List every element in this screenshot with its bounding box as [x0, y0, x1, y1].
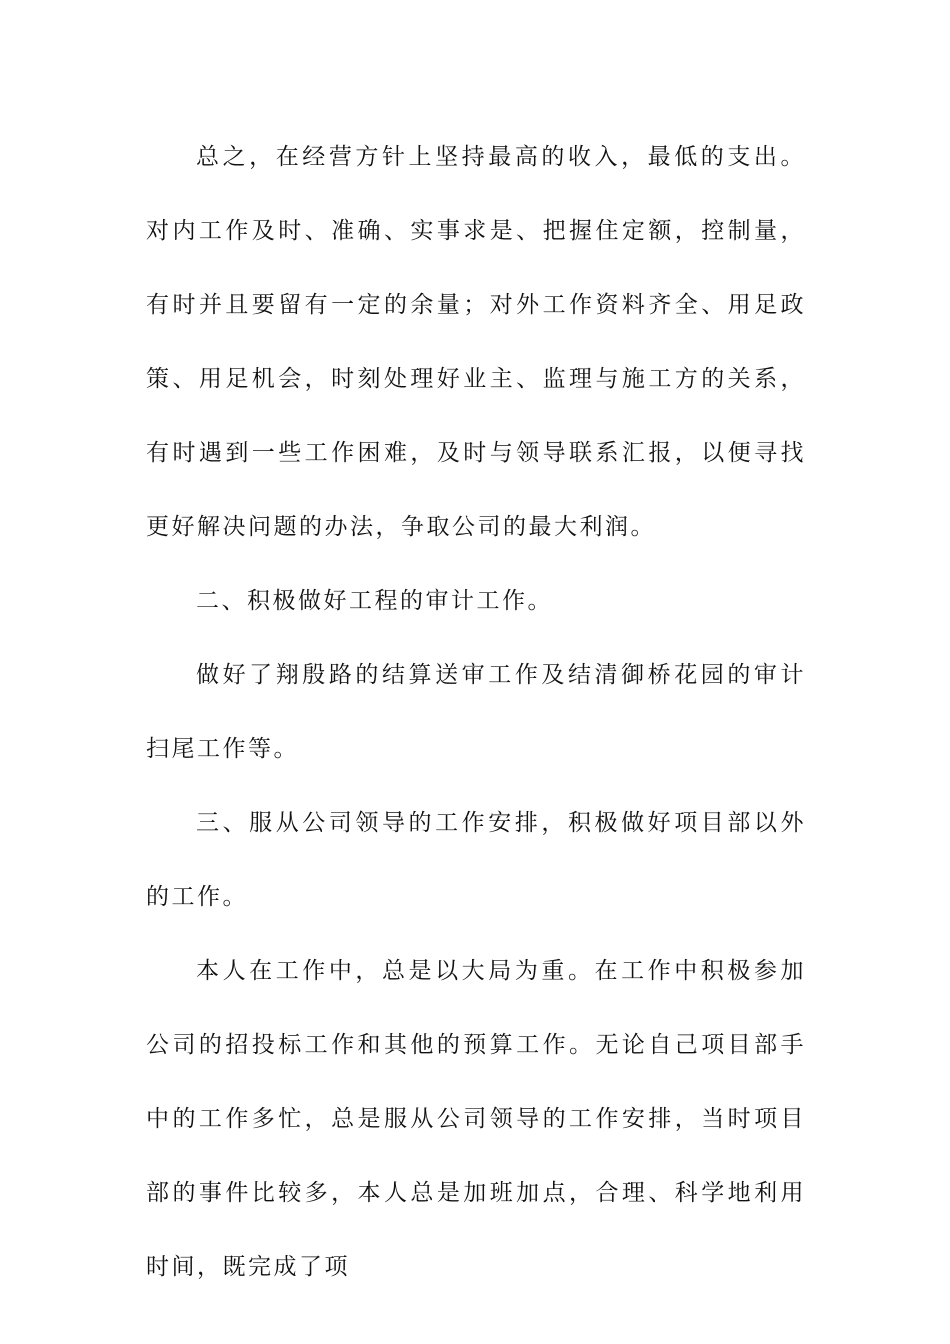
paragraph-summary: 总之，在经营方针上坚持最高的收入，最低的支出。对内工作及时、准确、实事求是、把握住定额，控制量，有时并且要留有一定的余量；对外工作资料齐全、用足政策、用足机会，时刻处理好业主、监理与施工方的关系，有时遇到一些工作困难，及时与领导联系汇报，以便寻找更好解决问题的办法，争取公司的最大利润。	[146, 144, 806, 540]
document-body	[146, 120, 806, 1304]
paragraph-personal-work: 本人在工作中，总是以大局为重。在工作中积极参加公司的招投标工作和其他的预算工作。无论自己项目部手中的工作多忙，总是服从公司领导的工作安排，当时项目部的事件比较多，本人总是加班加点，合理、科学地利用时间，既完成了项	[146, 958, 806, 1280]
paragraph-audit-details: 做好了翔殷路的结算送审工作及结清御桥花园的审计扫尾工作等。	[146, 662, 806, 762]
paragraph-heading-audit: 二、积极做好工程的审计工作。	[196, 588, 553, 614]
paragraph-heading-obey: 三、服从公司领导的工作安排，积极做好项目部以外的工作。	[146, 810, 806, 910]
